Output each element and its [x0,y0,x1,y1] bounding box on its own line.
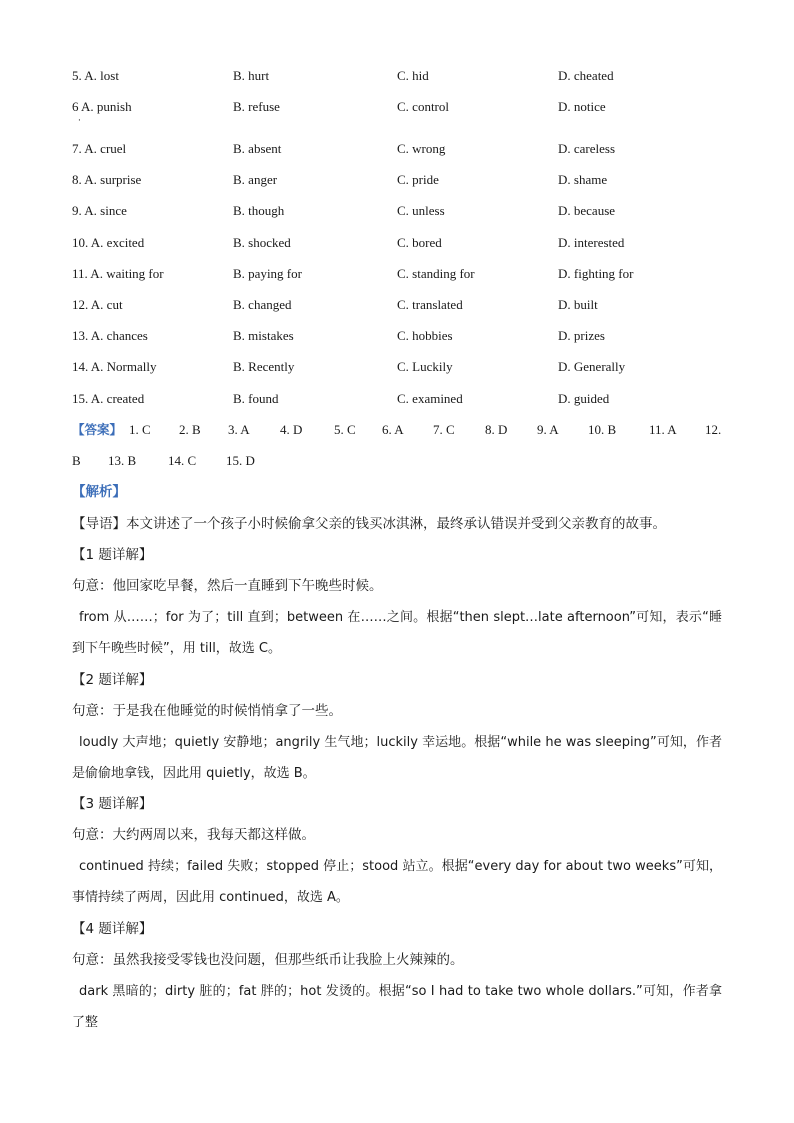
option-d: D. guided [558,391,610,406]
option-a: 15. A. created [72,391,145,406]
answer-key-line-1 [72,420,732,440]
detail-meaning: 句意：于是我在他睡觉的时候悄悄拿了一些。 [72,703,342,719]
question-row [0,326,794,346]
option-b: B. paying for [233,266,302,281]
option-c: C. hobbies [397,328,453,343]
option-d: D. notice [558,99,606,114]
answer-key-line-2 [72,451,732,471]
option-b: B. anger [233,172,278,187]
option-b: B. refuse [233,99,280,114]
question-row [0,357,794,377]
option-c: C. examined [397,391,463,406]
question-row [0,295,794,315]
option-a: 11. A. waiting for [72,266,164,281]
question-row [0,389,794,409]
option-d: D. fighting for [558,266,634,281]
detail-explanation-text: from 从……；for 为了；till 直到；between 在……之间。根据“then slept…late afternoon”可知，表示“睡到下午晚些时候”，用 till，故选 C。 [72,610,722,656]
option-d: D. cheated [558,68,614,83]
option-d: D. interested [558,235,625,250]
option-d: D. careless [558,141,616,156]
answer-item: 4. D [280,422,303,437]
option-c: C. Luckily [397,359,453,374]
question-row [0,170,794,190]
option-d: D. because [558,203,616,218]
option-d: D. prizes [558,328,605,343]
detail-explanation-text: continued 持续；failed 失败；stopped 停止；stood 站立。根据“every day for about two weeks”可知，事情持续了两周，因此用 continued，故选 A。 [72,859,722,905]
answer-item: 3. A [228,422,250,437]
option-a: 12. A. cut [72,297,123,312]
answer-item: 5. C [334,422,356,437]
answer-item: 8. D [485,422,508,437]
answer-item: 15. D [226,453,255,468]
answer-label: 【答案】 [72,422,123,437]
option-c: C. unless [397,203,445,218]
option-b: B. found [233,391,279,406]
detail-meaning: 句意：大约两周以来，我每天都这样做。 [72,827,315,843]
option-d: D. built [558,297,598,312]
question-row [0,264,794,284]
option-b: B. absent [233,141,282,156]
option-c: C. translated [397,297,463,312]
answer-item: 6. A [382,422,404,437]
detail-header: 【4 题详解】 [72,921,153,937]
option-a: 8. A. surprise [72,172,142,187]
guide-text: 本文讲述了一个孩子小时候偷拿父亲的钱买冰淇淋，最终承认错误并受到父亲教育的故事。 [126,516,666,532]
option-b: B. hurt [233,68,270,83]
question-row [0,66,794,86]
detail-meaning: 句意：他回家吃早餐，然后一直睡到下午晚些时候。 [72,578,383,594]
question-row [0,97,794,117]
option-a: 13. A. chances [72,328,148,343]
option-c: C. control [397,99,449,114]
answer-item: 12. [705,422,722,437]
answer-item: 7. C [433,422,455,437]
question-row [0,201,794,221]
option-d: D. Generally [558,359,626,374]
detail-meaning: 句意：虽然我接受零钱也没问题，但那些纸币让我脸上火辣辣的。 [72,952,464,968]
option-c: C. hid [397,68,429,83]
detail-explanation-text: loudly 大声地；quietly 安静地；angrily 生气地；luckily 幸运地。根据“while he was sleeping”可知，作者是偷偷地拿钱，因此用 quietly，故选 B。 [72,735,722,781]
detail-header: 【2 题详解】 [72,672,153,688]
option-b: B. shocked [233,235,291,250]
detail-explanation [72,602,722,664]
detail-explanation [72,976,722,1038]
option-b: B. mistakes [233,328,294,343]
detail-header: 【3 题详解】 [72,796,153,812]
option-a: 7. A. cruel [72,141,127,156]
option-a: 9. A. since [72,203,127,218]
option-a: 10. A. excited [72,235,145,250]
question-row [0,233,794,253]
guide-line [72,514,722,534]
analysis-label: 【解析】 [72,484,126,500]
answer-item: 14. C [168,453,197,468]
answer-item: 10. B [588,422,617,437]
detail-explanation [72,851,722,913]
question-row [0,139,794,159]
option-c: C. pride [397,172,439,187]
detail-explanation-text: dark 黑暗的；dirty 脏的；fat 胖的；hot 发烫的。根据“so I had to take two whole dollars.”可知，作者拿了整 [72,984,722,1030]
option-b: B. Recently [233,359,295,374]
detail-explanation [72,727,722,789]
option-b: B. changed [233,297,292,312]
answer-item: B [72,453,81,468]
answer-item: 2. B [179,422,201,437]
option-d: D. shame [558,172,608,187]
option-a: 5. A. lost [72,68,119,83]
option-c: C. bored [397,235,442,250]
guide-label: 【导语】 [72,516,126,532]
option-a: 6 A. punish [72,99,132,114]
option-c: C. wrong [397,141,446,156]
stray-dot: · [78,116,81,126]
option-a: 14. A. Normally [72,359,157,374]
answer-item: 11. A [649,422,677,437]
option-c: C. standing for [397,266,475,281]
answer-item: 9. A [537,422,559,437]
answer-item: 1. C [129,422,151,437]
option-b: B. though [233,203,285,218]
answer-item: 13. B [108,453,137,468]
detail-header: 【1 题详解】 [72,547,153,563]
